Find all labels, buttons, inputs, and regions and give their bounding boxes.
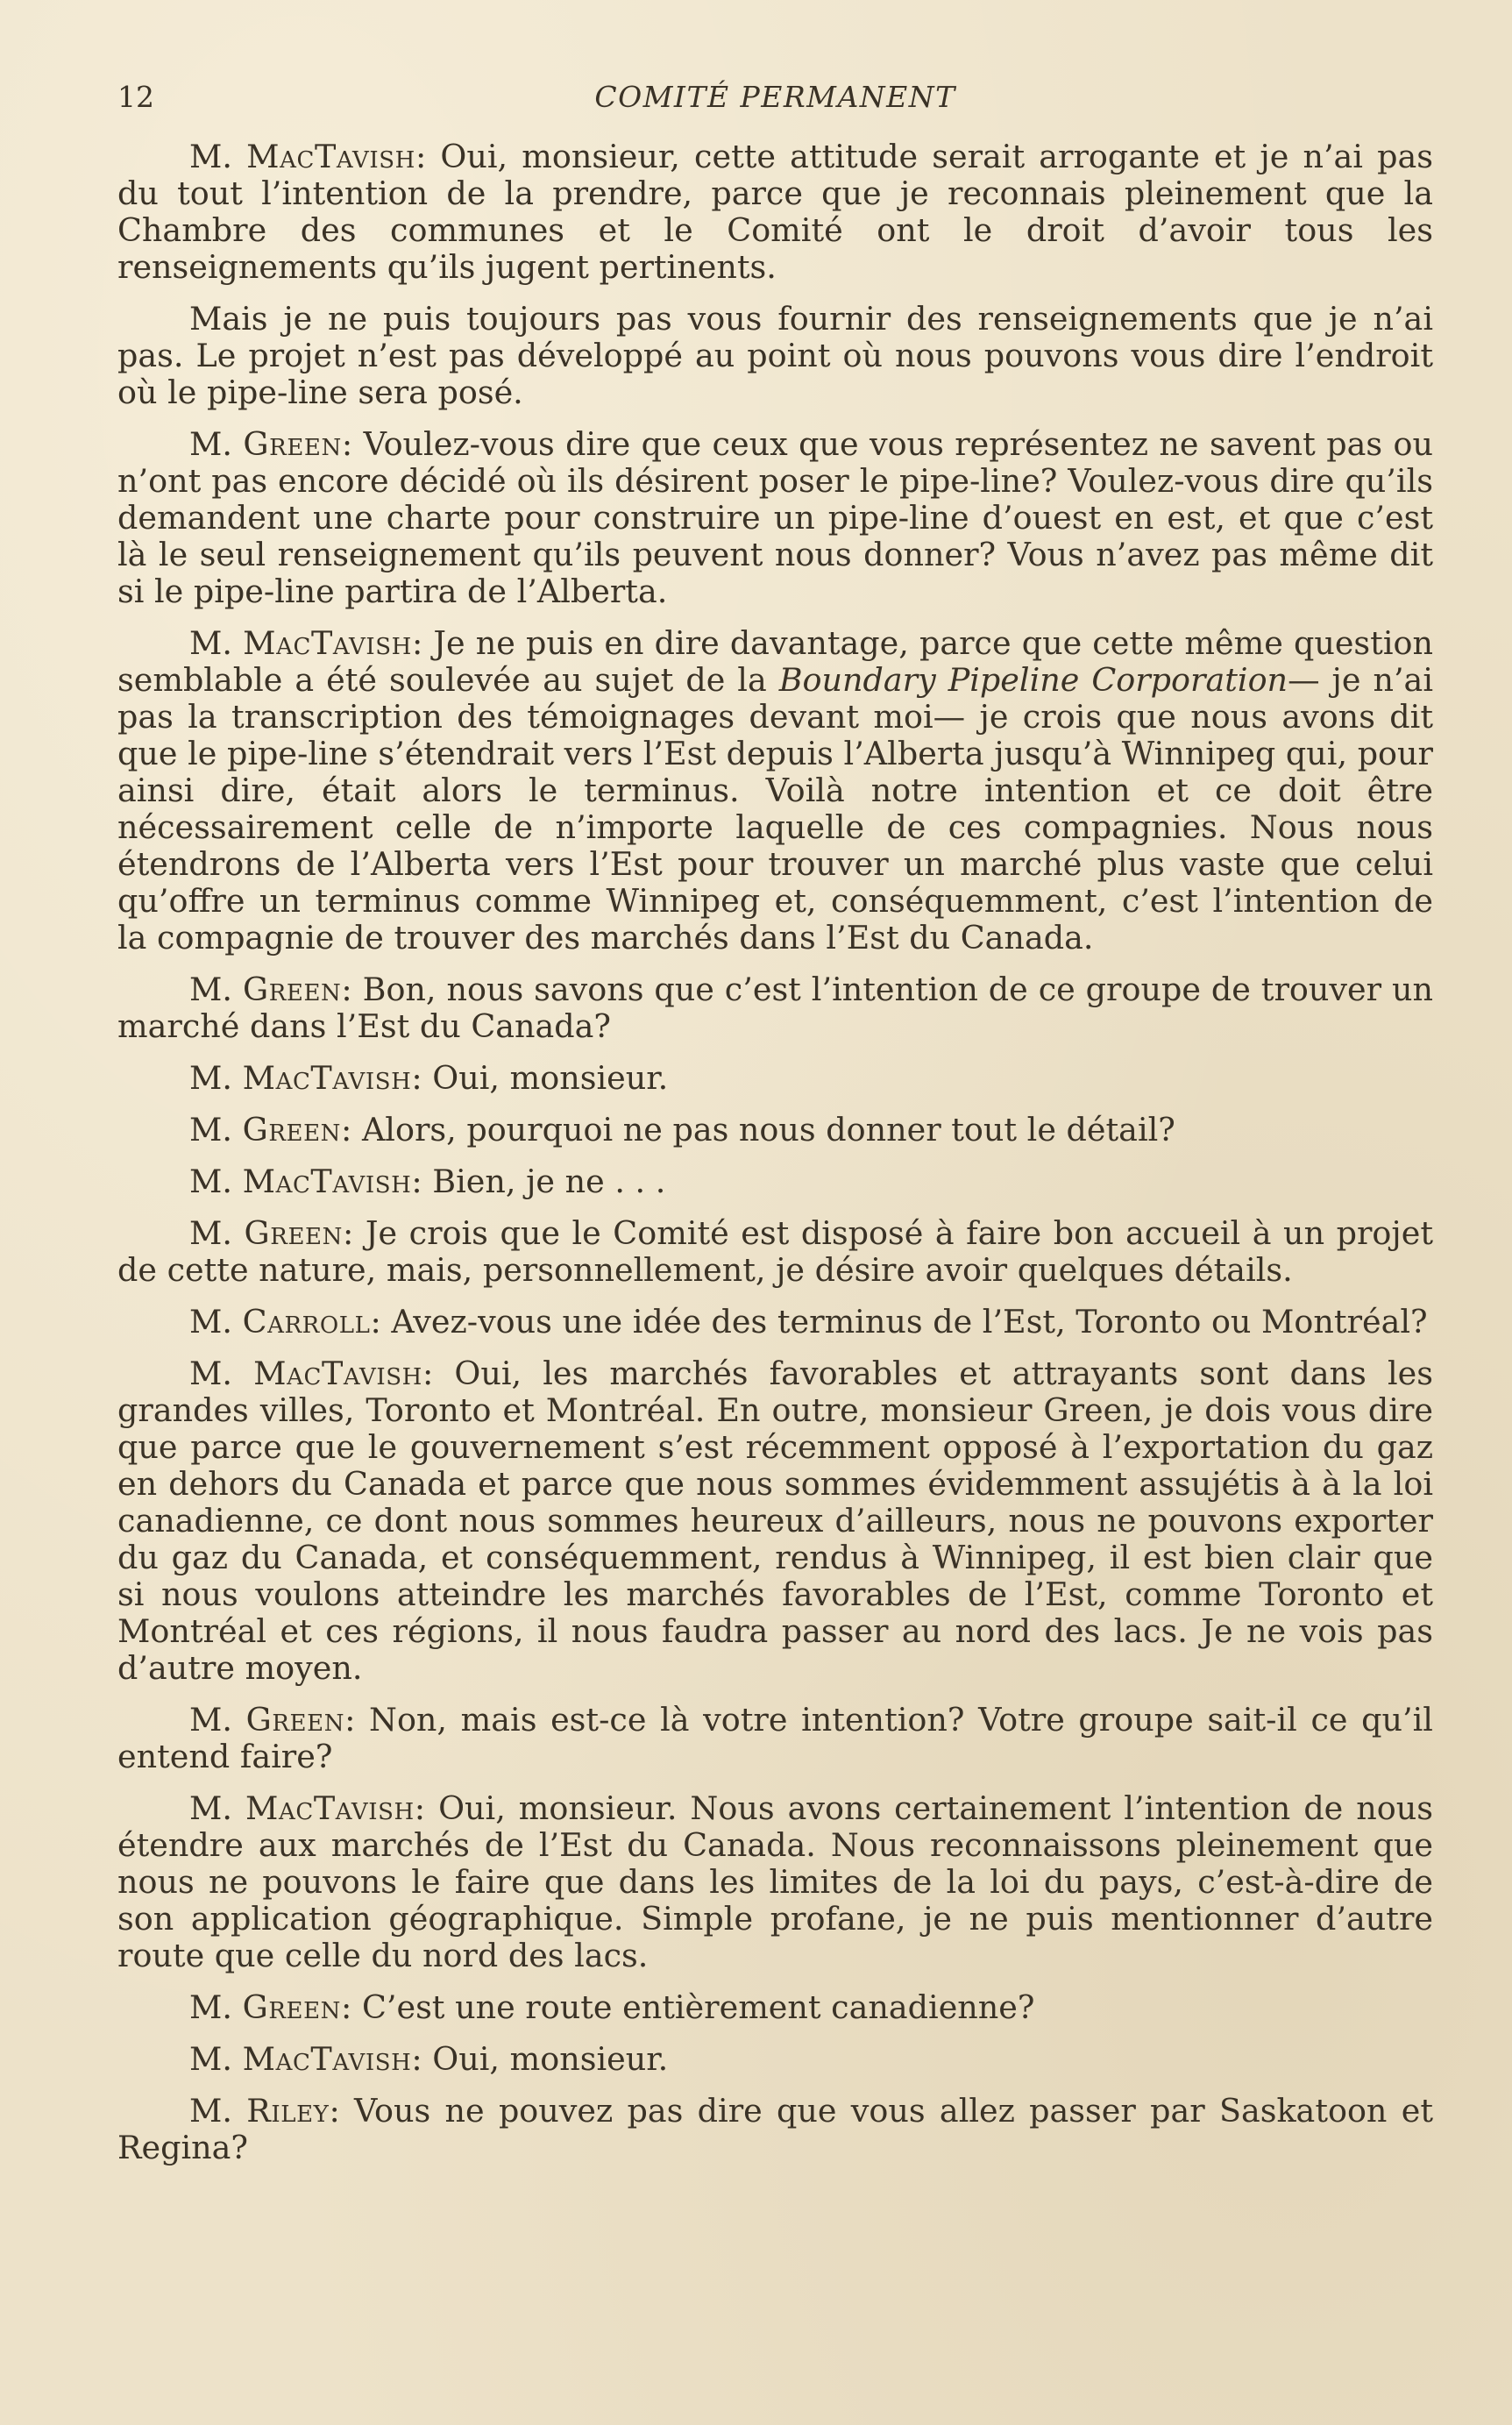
paragraph xyxy=(117,1112,1433,1148)
paragraph xyxy=(117,1060,1433,1097)
paragraph-text: : Oui, monsieur. xyxy=(411,2040,669,2078)
paragraph-text: : Oui, les marchés favorables et attrayants sont dans les grandes villes, Toronto et Montréal. En outre, monsieur Green, je dois vous dire que parce que le gouvernement s’est récemment opposé à l’exportation du gaz en dehors du Canada et parce que nous sommes évidemment assujétis à à la loi canadienne, ce dont nous sommes heureux d’ailleurs, nous ne pouvons exporter du gaz du Canada, et conséquemment, rendus à Winnipeg, il est bien clair que si nous voulons atteindre les marchés favorables de l’Est, comme Toronto et Montréal et ces régions, il nous faudra passer au nord des lacs. Je ne vois pas d’autre moyen. xyxy=(117,1355,1433,1687)
speaker-prefix: M. xyxy=(189,1111,232,1148)
speaker-name: Riley xyxy=(246,2092,330,2130)
speaker-prefix: M. xyxy=(189,1988,232,2026)
speaker-name: MacTavish xyxy=(242,1059,412,1097)
paragraph xyxy=(117,1304,1433,1341)
paragraph-text-continued: — je n’ai pas la transcription des témoignages devant moi— je crois que nous avons dit que le pipe-line s’étendrait vers l’Est depuis l’Alberta jusqu’à Winnipeg qui, pour ainsi dire, était alors le terminus. Voilà notre intention et ce doit être nécessairement celle de n’importe laquelle de ces compagnies. Nous nous étendrons de l’Alberta vers l’Est pour trouver un marché plus vaste que celui qu’offre un terminus comme Winnipeg et, conséquemment, c’est l’intention de la compagnie de trouver des marchés dans l’Est du Canada. xyxy=(117,661,1433,956)
paragraph xyxy=(117,1790,1433,1974)
speaker-prefix: M. xyxy=(189,1789,232,1827)
speaker-name: Carroll xyxy=(242,1303,371,1341)
paragraph xyxy=(117,301,1433,411)
paragraph-text: : Bien, je ne . . . xyxy=(411,1163,666,1200)
speaker-prefix: M. xyxy=(189,425,232,463)
speaker-prefix: M. xyxy=(189,1355,232,1392)
speaker-prefix: M. xyxy=(189,138,232,175)
paragraph xyxy=(117,139,1433,286)
speaker-prefix: M. xyxy=(189,1303,232,1341)
paragraph xyxy=(117,1989,1433,2026)
speaker-name: Green xyxy=(242,1111,342,1148)
running-title: COMITÉ PERMANENT xyxy=(594,80,956,114)
paragraph xyxy=(117,1215,1433,1289)
paragraph-text: : Oui, monsieur. Nous avons certainement l’intention de nous étendre aux marchés de l’Est du Canada. Nous reconnaissons pleinement que nous ne pouvons le faire que dans les limites de la loi du pays, c’est-à-dire de son application géographique. Simple profane, je ne puis mentionner d’autre route que celle du nord des lacs. xyxy=(117,1789,1433,1974)
paragraph-text: : Voulez-vous dire que ceux que vous représentez ne savent pas ou n’ont pas encore décidé où ils désirent poser le pipe-line? Voulez-vous dire qu’ils demandent une charte pour construire un pipe-line d’ouest en est, et que c’est là le seul renseignement qu’ils peuvent nous donner? Vous n’avez pas même dit si le pipe-line partira de l’Alberta. xyxy=(117,425,1433,610)
paragraph xyxy=(117,426,1433,610)
paragraph-text: : Oui, monsieur, cette attitude serait arrogante et je n’ai pas du tout l’intention de la prendre, parce que je reconnais pleinement que la Chambre des communes et le Comité ont le droit d’avoir tous les renseignements qu’ils jugent pertinents. xyxy=(117,138,1433,286)
speaker-name: MacTavish xyxy=(243,624,412,662)
speaker-name: Green xyxy=(242,1988,342,2026)
paragraph-text: : Oui, monsieur. xyxy=(411,1059,669,1097)
paragraph xyxy=(117,1702,1433,1775)
speaker-name: Green xyxy=(245,1701,345,1739)
speaker-prefix: M. xyxy=(189,1059,232,1097)
speaker-prefix: M. xyxy=(189,2092,232,2130)
paragraph-text: : Alors, pourquoi ne pas nous donner tout le détail? xyxy=(341,1111,1175,1148)
paragraph xyxy=(117,1355,1433,1687)
paragraph-text: : Je ne puis en dire davantage, parce que cette même question semblable a été soulevée au sujet de la xyxy=(117,624,1433,699)
paragraph-text: : Vous ne pouvez pas dire que vous allez passer par Saskatoon et Regina? xyxy=(117,2092,1433,2166)
speaker-name: MacTavish xyxy=(245,1789,415,1827)
speaker-prefix: M. xyxy=(189,1163,232,1200)
paragraph xyxy=(117,971,1433,1045)
paragraph-text: : Bon, nous savons que c’est l’intention de ce groupe de trouver un marché dans l’Est du Canada? xyxy=(117,971,1433,1045)
speaker-prefix: M. xyxy=(189,624,232,662)
speaker-name: MacTavish xyxy=(253,1355,422,1392)
transcript-body xyxy=(117,139,1433,2166)
speaker-name: Green xyxy=(242,971,342,1008)
speaker-name: Green xyxy=(244,1214,343,1252)
speaker-name: Green xyxy=(243,425,342,463)
speaker-prefix: M. xyxy=(189,1214,232,1252)
speaker-prefix: M. xyxy=(189,971,232,1008)
speaker-name: MacTavish xyxy=(246,138,415,175)
paragraph xyxy=(117,1163,1433,1200)
paragraph-text: : Je crois que le Comité est disposé à faire bon accueil à un projet de cette nature, mais, personnellement, je désire avoir quelques détails. xyxy=(117,1214,1433,1289)
running-head xyxy=(117,77,1433,117)
speaker-prefix: M. xyxy=(189,1701,232,1739)
paragraph xyxy=(117,625,1433,956)
speaker-prefix: M. xyxy=(189,2040,232,2078)
paragraph-text: : C’est une route entièrement canadienne? xyxy=(341,1988,1035,2026)
speaker-name: MacTavish xyxy=(242,2040,412,2078)
corporation-name: Boundary Pipeline Corporation xyxy=(778,661,1288,699)
paragraph-text: Mais je ne puis toujours pas vous fournir des renseignements que je n’ai pas. Le projet n’est pas développé au point où nous pouvons vous dire l’endroit où le pipe-line sera posé. xyxy=(117,300,1433,411)
paragraph xyxy=(117,2041,1433,2078)
page-number: 12 xyxy=(117,80,154,114)
paragraph-text: : Non, mais est-ce là votre intention? Votre groupe sait-il ce qu’il entend faire? xyxy=(117,1701,1433,1775)
speaker-name: MacTavish xyxy=(242,1163,412,1200)
paragraph xyxy=(117,2093,1433,2166)
paragraph-text: : Avez-vous une idée des terminus de l’Est, Toronto ou Montréal? xyxy=(370,1303,1428,1341)
